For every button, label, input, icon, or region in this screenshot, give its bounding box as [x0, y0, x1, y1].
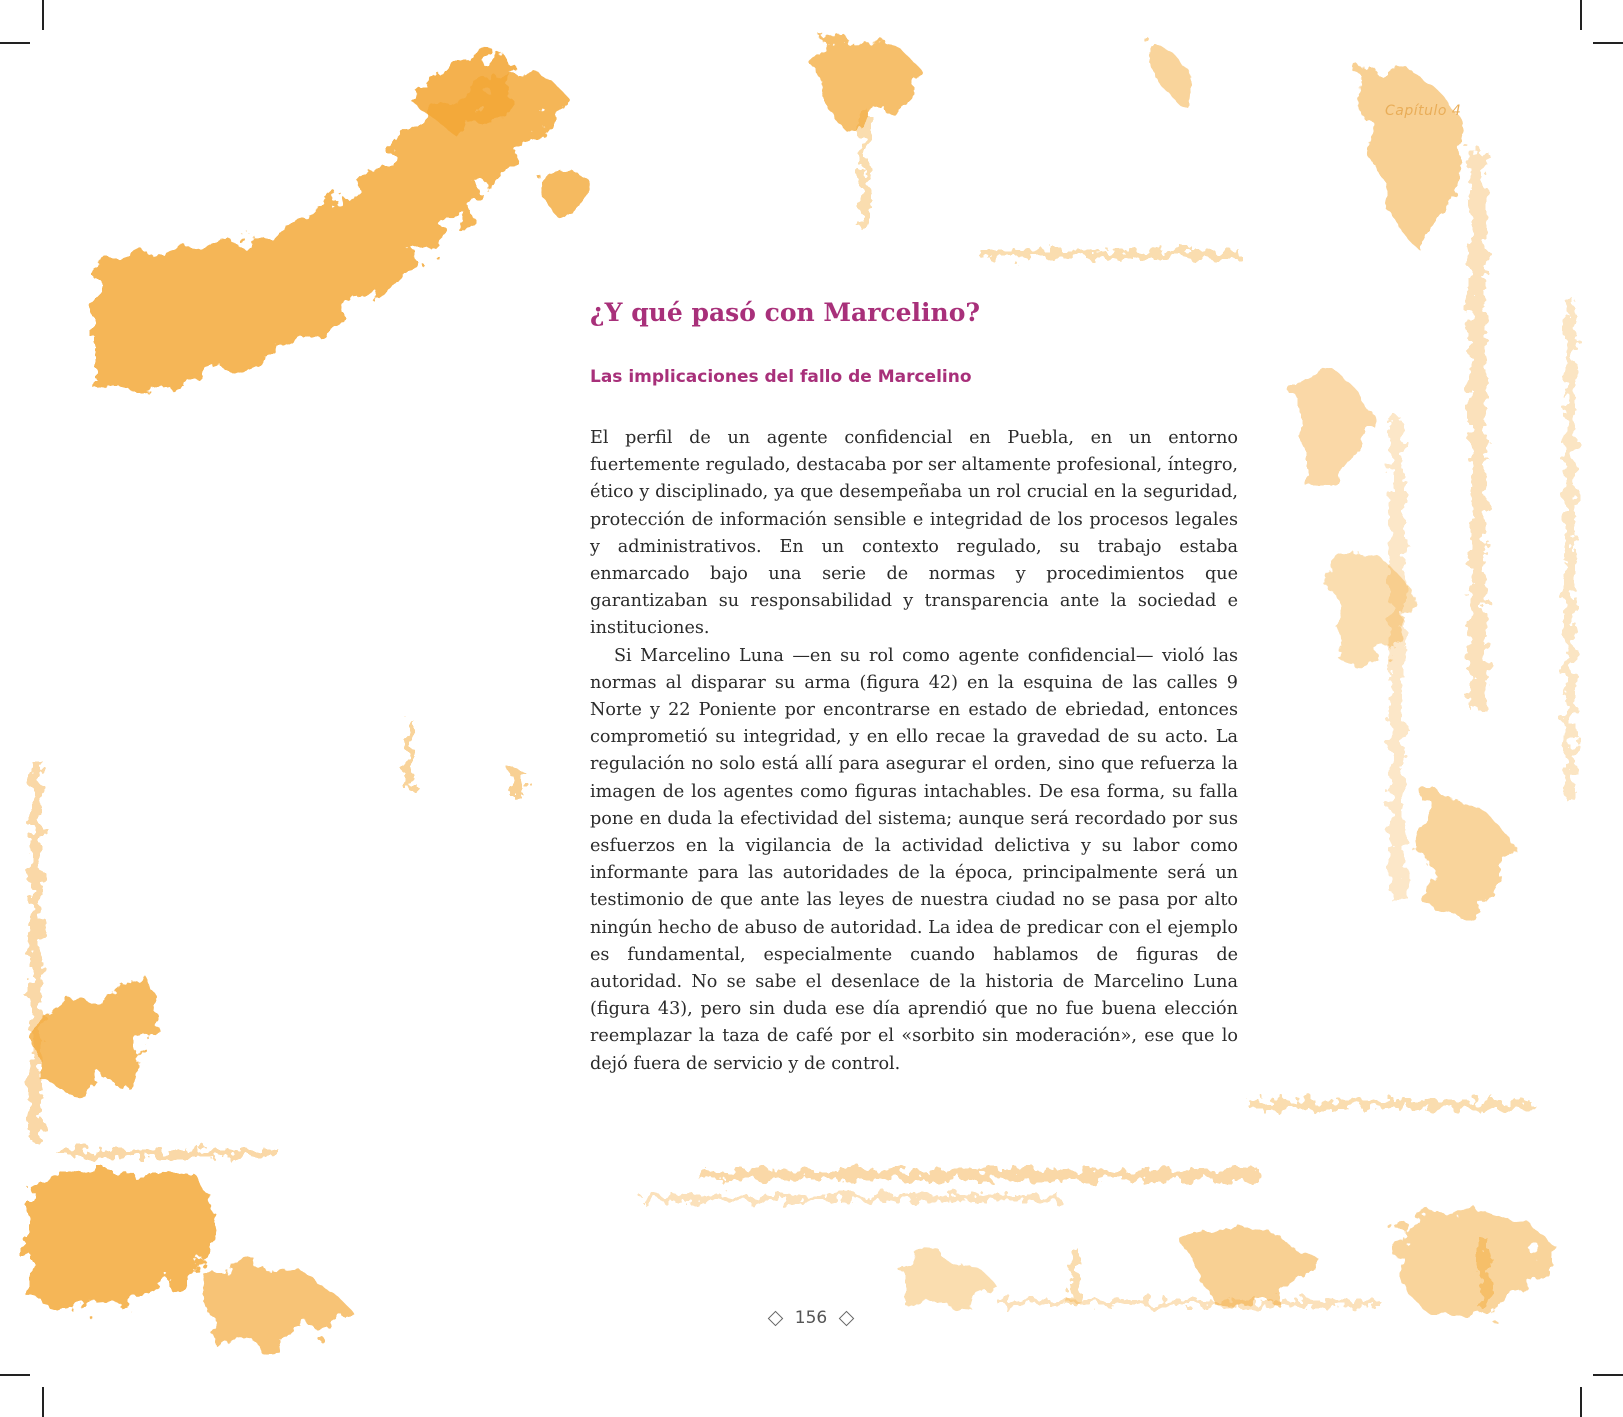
diamond-icon [839, 1310, 855, 1326]
paragraph: El perfil de un agente confidencial en Puebla, en un entorno fuertemente regulado, destacaba por ser altamente profesional, íntegro, ético y disciplinado, ya que desempeñaba un rol crucial en la seguridad, protección de información sensible e integridad de los procesos legales y administrativos. En un contexto regulado, su trabajo estaba enmarcado bajo una serie de normas y procedimientos que garantizaban su responsabilidad y transparencia ante la sociedad e instituciones. [590, 428, 1239, 639]
diamond-icon [767, 1310, 783, 1326]
page-number: 156 [794, 1308, 828, 1328]
body-text [590, 425, 1238, 1078]
page-content [590, 295, 1238, 1078]
page-number-footer [756, 1308, 866, 1328]
chapter-section-title: ¿Y qué pasó con Marcelino? [590, 298, 981, 327]
running-head: Capítulo 4 [1385, 103, 1462, 119]
section-subtitle: Las implicaciones del fallo de Marcelino [590, 367, 972, 387]
paragraph: Si Marcelino Luna —en su rol como agente confidencial— violó las normas al disparar su arma (figura 42) en la esquina de las calles 9 Norte y 22 Poniente por encontrarse en estado de ebriedad, entonces comprometió su integridad, y en ello recae la gravedad de su acto. La regulación no solo está allí para asegurar el orden, sino que refuerza la imagen de los agentes como figuras intachables. De esa forma, su falla pone en duda la efectividad del sistema; aunque será recordado por sus esfuerzos en la vigilancia de la actividad delictiva y su labor como informante para las autoridades de la época, principalmente será un testimonio de que ante las leyes de nuestra ciudad no se pasa por alto ningún hecho de abuso de autoridad. La idea de predicar con el ejemplo es fundamental, especialmente cuando hablamos de figuras de autoridad. No se sabe el desenlace de la historia de Marcelino Luna (figura 43), pero sin duda ese día aprendió que no fue buena elección reemplazar la taza de café por el «sorbito sin moderación», ese que lo dejó fuera de servicio y de control. [590, 645, 1238, 1074]
